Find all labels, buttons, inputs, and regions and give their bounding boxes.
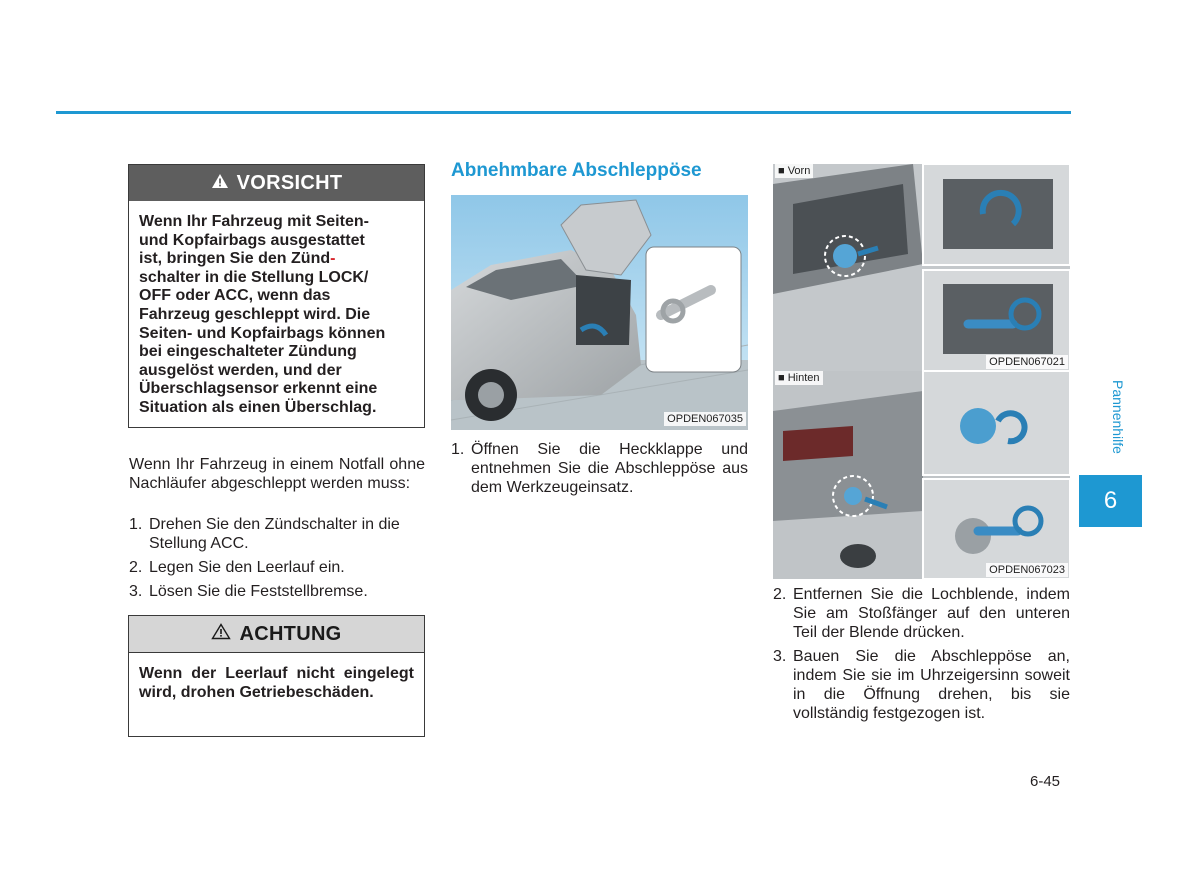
notice-heading: ACHTUNG xyxy=(239,622,342,645)
caution-line: Überschlagsensor erkennt eine xyxy=(139,380,378,398)
figure-label-rear: ■ Hinten xyxy=(775,371,823,385)
caution-line: bei eingeschalteter Zündung xyxy=(139,343,357,361)
header-rule xyxy=(56,111,1071,114)
caution-text xyxy=(129,201,424,418)
caution-line: ist, bringen Sie den Zünd- xyxy=(139,250,336,268)
notice-box xyxy=(128,615,425,737)
rear-bumper-image xyxy=(773,371,1070,579)
caution-heading: VORSICHT xyxy=(236,171,343,194)
list-item: 2. Legen Sie den Leerlauf ein. xyxy=(129,559,345,576)
warning-triangle-icon xyxy=(211,172,229,195)
trunk-tow-hook-illustration xyxy=(451,195,748,430)
rear-bumper-illustration xyxy=(773,371,1070,579)
section-title: Abnehmbare Abschleppöse xyxy=(451,160,702,181)
caution-line: OFF oder ACC, wenn das xyxy=(139,287,331,305)
caution-line: und Kopfairbags ausgestattet xyxy=(139,231,365,249)
figure-label-front: ■ Vorn xyxy=(775,164,813,178)
warning-triangle-outline-icon xyxy=(211,623,231,646)
caution-line: Situation als einen Überschlag. xyxy=(139,398,377,416)
caution-line: Seiten- und Kopfairbags können xyxy=(139,324,386,342)
chapter-label: Pannenhilfe xyxy=(1110,380,1126,454)
caution-box xyxy=(128,164,425,428)
notice-text: Wenn der Leerlauf nicht eingelegt wird, drohen Getriebeschäden. xyxy=(139,665,414,701)
intro-paragraph: Wenn Ihr Fahrzeug in einem Notfall ohne Nachläufer abgeschleppt werden muss: xyxy=(129,456,425,492)
page-number: 6-45 xyxy=(1030,773,1061,790)
list-item: 1. Öffnen Sie die Heckklappe und entnehmen Sie die Abschleppöse aus dem Werkzeugeinsatz. xyxy=(451,441,748,496)
list-item: 2. Entfernen Sie die Lochblende, indem Sie am Stoßfänger auf den unteren Teil der Blende drücken. xyxy=(773,586,1070,641)
caution-line: Fahrzeug geschleppt wird. Die xyxy=(139,305,371,323)
caution-line: Wenn Ihr Fahrzeug mit Seiten- xyxy=(139,213,369,230)
caution-header xyxy=(129,165,424,201)
right-steps-list xyxy=(773,585,1070,728)
figure-code: OPDEN067035 xyxy=(664,412,746,426)
list-item: 3. Lösen Sie die Feststellbremse. xyxy=(129,583,368,600)
figure-code: OPDEN067023 xyxy=(986,563,1068,577)
car-trunk-image xyxy=(451,195,748,430)
notice-header xyxy=(129,616,424,653)
figure-code: OPDEN067021 xyxy=(986,355,1068,369)
front-bumper-image xyxy=(773,164,1070,371)
left-steps-list xyxy=(129,515,425,606)
list-item: 1. Drehen Sie den Zündschalter in die Stellung ACC. xyxy=(129,516,400,552)
hyphen-mark: - xyxy=(330,250,336,268)
chapter-number-tab: 6 xyxy=(1079,475,1142,527)
caution-line: schalter in die Stellung LOCK/ xyxy=(139,268,369,286)
list-item: 3. Bauen Sie die Abschleppöse an, indem Sie sie im Uhrzeigersinn soweit in die Öffnung drehen, bis sie vollständig festgezogen ist. xyxy=(773,648,1070,722)
caution-line: ausgelöst werden, und der xyxy=(139,361,342,379)
middle-steps-list xyxy=(451,440,748,502)
front-bumper-illustration xyxy=(773,164,1070,371)
